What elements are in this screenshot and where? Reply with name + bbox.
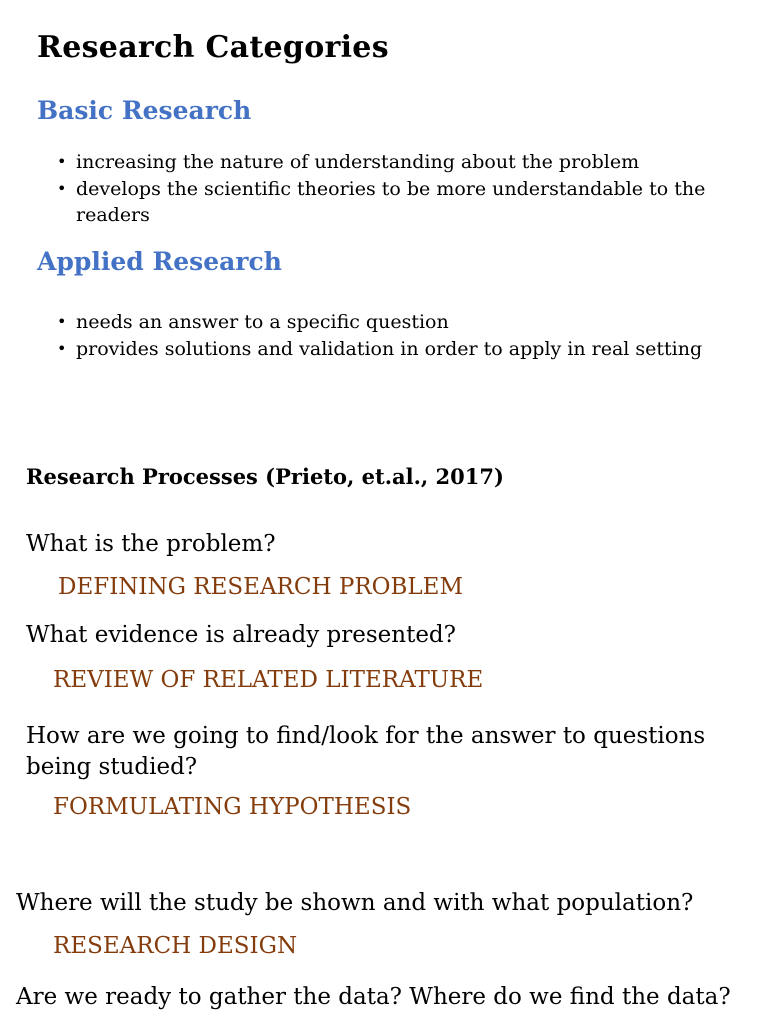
process-question-1: What is the problem?	[26, 531, 276, 557]
process-answer-4: RESEARCH DESIGN	[53, 933, 298, 959]
process-answer-1: DEFINING RESEARCH PROBLEM	[58, 574, 464, 600]
list-item: • develops the scientific theories to be more understandable to the readers	[56, 176, 756, 229]
page-title: Research Categories	[37, 30, 389, 65]
research-processes-title: Research Processes (Prieto, et.al., 2017)	[26, 464, 504, 489]
process-answer-3: FORMULATING HYPOTHESIS	[53, 794, 412, 820]
basic-research-heading: Basic Research	[37, 96, 252, 125]
process-question-3: How are we going to find/look for the answer to questions being studied?	[26, 723, 706, 780]
process-answer-2: REVIEW OF RELATED LITERATURE	[53, 667, 484, 693]
list-item: • needs an answer to a specific question	[56, 309, 756, 336]
process-question-2: What evidence is already presented?	[26, 622, 456, 648]
process-question-4: Where will the study be shown and with what population?	[16, 890, 694, 916]
applied-research-list	[56, 309, 756, 362]
process-question-5: Are we ready to gather the data? Where do we find the data?	[16, 984, 731, 1010]
applied-research-heading: Applied Research	[37, 247, 282, 276]
list-item: • provides solutions and validation in order to apply in real setting	[56, 336, 756, 363]
basic-research-list	[56, 149, 756, 229]
list-item: • increasing the nature of understanding about the problem	[56, 149, 756, 176]
